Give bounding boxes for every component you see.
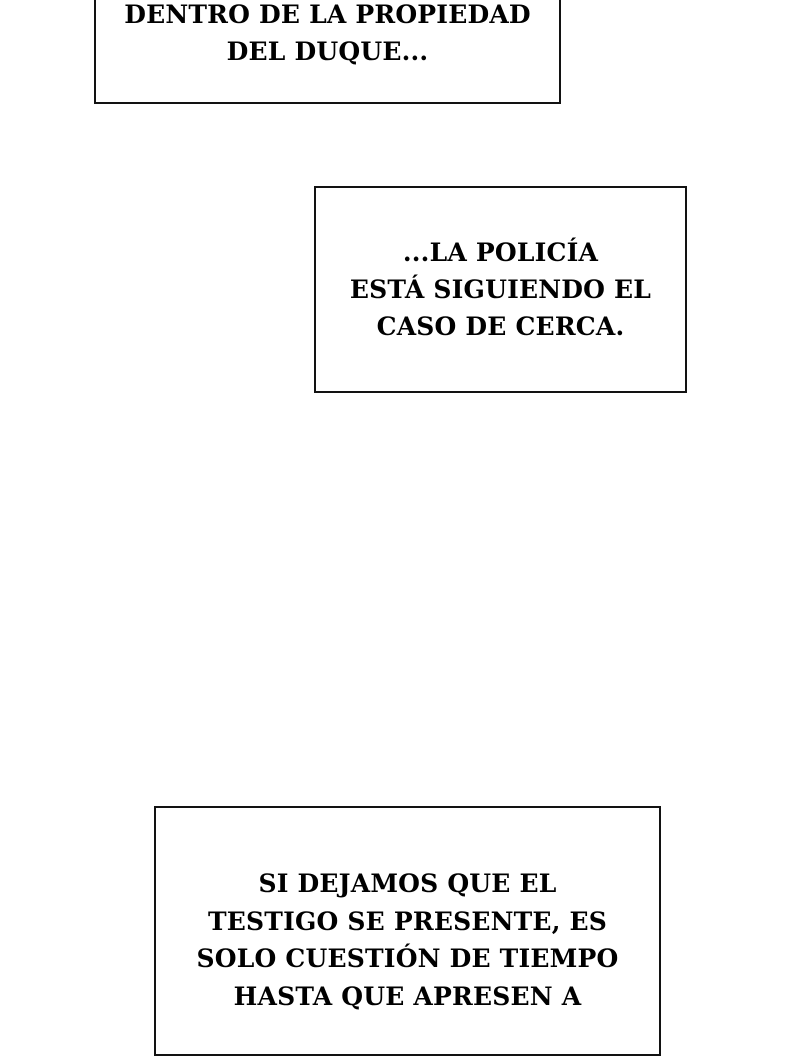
speech-bubble-3 [154, 806, 661, 1056]
speech-line: ...LA POLICÍA [402, 238, 599, 267]
speech-line: SI DEJAMOS QUE EL [258, 869, 557, 898]
speech-line: HASTA QUE APRESEN A [233, 981, 582, 1011]
speech-bubble-1 [94, 0, 561, 104]
speech-bubble-2 [314, 186, 687, 393]
speech-line: DENTRO DE LA PROPIEDAD [124, 0, 531, 29]
speech-line: TESTIGO SE PRESENTE, ES [207, 906, 608, 936]
speech-bubble-1-text [96, 0, 559, 70]
speech-line: CASO DE CERCA. [376, 312, 625, 341]
speech-line: SOLO CUESTIÓN DE TIEMPO [196, 944, 619, 973]
speech-line: DEL DUQUE... [226, 37, 429, 66]
speech-line: ESTÁ SIGUIENDO EL [349, 275, 652, 304]
speech-bubble-2-text [316, 234, 685, 345]
speech-bubble-3-text [156, 847, 659, 1015]
